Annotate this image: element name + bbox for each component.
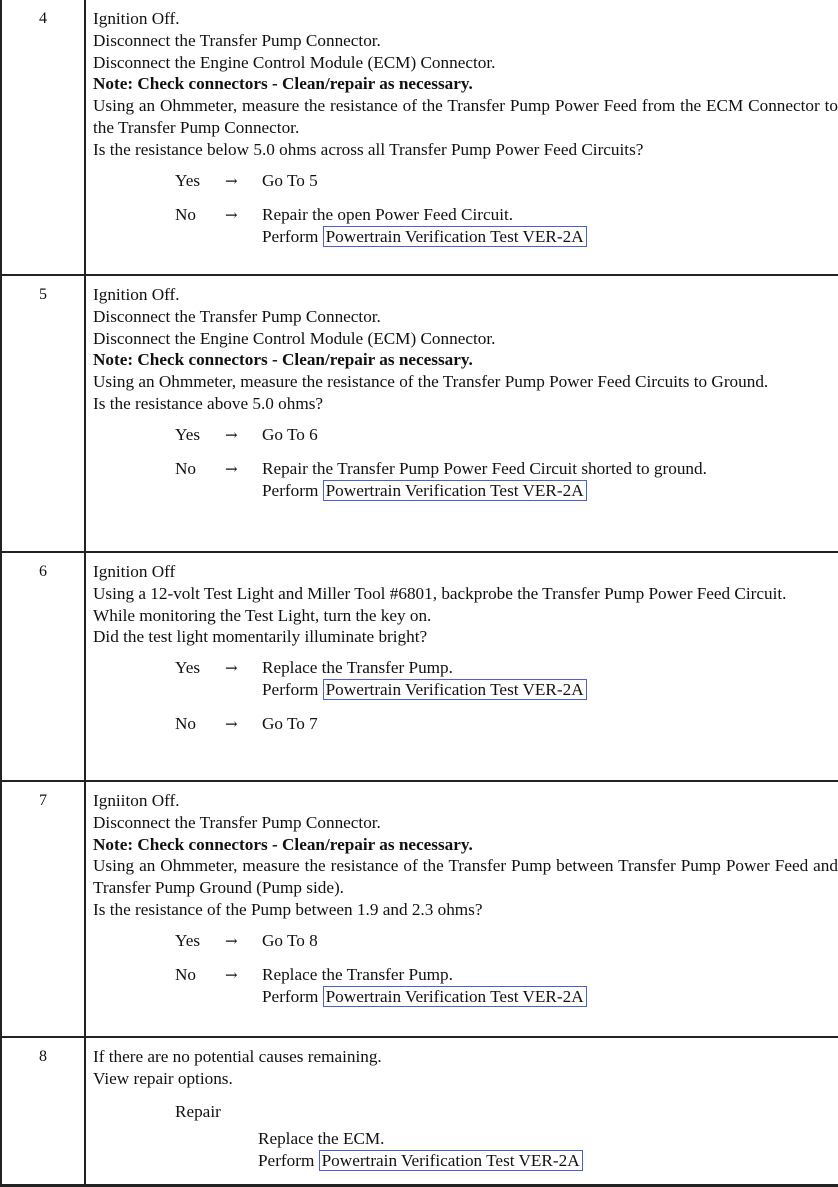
note-text: Note: Check connectors - Clean/repair as necessary. [93, 74, 473, 94]
no-action [262, 204, 587, 248]
verification-test-link[interactable]: Powertrain Verification Test VER-2A [323, 226, 587, 247]
question-text: Is the resistance below 5.0 ohms across all Transfer Pump Power Feed Circuits? [93, 139, 644, 159]
step-number: 5 [39, 286, 47, 303]
perform-line [262, 679, 587, 700]
instruction-line: While monitoring the Test Light, turn the key on. [93, 605, 432, 625]
yes-action-text: Replace the Transfer Pump. [262, 658, 453, 678]
no-action-text: Replace the Transfer Pump. [262, 964, 453, 984]
verification-test-link[interactable]: Powertrain Verification Test VER-2A [323, 480, 587, 501]
no-label: No [175, 458, 197, 478]
note-text: Note: Check connectors - Clean/repair as necessary. [93, 834, 473, 854]
repair-options [93, 1100, 838, 1180]
verification-test-link[interactable]: Powertrain Verification Test VER-2A [323, 679, 587, 700]
step-row-4 [0, 0, 838, 276]
right-arrow-icon: → [225, 659, 238, 678]
question-text: Is the resistance of the Pump between 1.9 and 2.3 ohms? [93, 899, 483, 919]
question-text: Is the resistance above 5.0 ohms? [93, 393, 324, 413]
perform-line [262, 226, 587, 247]
no-action: Go To 7 [262, 714, 318, 734]
repair-action-text: Replace the ECM. [258, 1128, 385, 1148]
instruction-line: Ignition Off. [93, 9, 180, 28]
note-text: Note: Check connectors - Clean/repair as necessary. [93, 350, 473, 370]
step-row-6 [0, 553, 838, 782]
step-number-cell [0, 782, 86, 1036]
step-number-cell [0, 276, 86, 551]
instruction-line: Ignition Off. [93, 285, 180, 304]
perform-line [262, 480, 587, 501]
step-number-cell [0, 0, 86, 274]
answers [93, 423, 838, 503]
step-row-8 [0, 1038, 838, 1187]
answer-yes [93, 169, 838, 193]
step-number-cell [0, 1038, 86, 1184]
instruction-body: Using an Ohmmeter, measure the resistance of the Transfer Pump between Transfer Pump Power Feed and Transfer Pump Ground (Pump side). [93, 856, 838, 898]
yes-label: Yes [175, 170, 201, 190]
yes-action: Go To 6 [262, 424, 318, 444]
right-arrow-icon: → [225, 715, 238, 734]
instruction-line: View repair options. [93, 1068, 233, 1088]
repair-label: Repair [175, 1101, 221, 1121]
verification-test-link[interactable]: Powertrain Verification Test VER-2A [319, 1150, 583, 1171]
right-arrow-icon: → [225, 459, 238, 478]
answers [93, 169, 838, 249]
no-action-text: Repair the open Power Feed Circuit. [262, 204, 514, 224]
answers [93, 929, 838, 1009]
right-arrow-icon: → [225, 931, 238, 950]
yes-label: Yes [175, 424, 201, 444]
right-arrow-icon: → [225, 425, 238, 444]
step-number: 7 [39, 792, 47, 809]
answer-yes [93, 929, 838, 953]
answers [93, 656, 838, 736]
perform-label: Perform [262, 226, 319, 246]
right-arrow-icon: → [225, 965, 238, 984]
instruction-line: Igniiton Off. [93, 791, 180, 810]
answer-no [93, 712, 838, 736]
instruction-line: Ignition Off [93, 562, 176, 581]
question-text: Did the test light momentarily illuminate bright? [93, 627, 428, 647]
step-row-7 [0, 782, 838, 1038]
right-arrow-icon: → [225, 171, 238, 190]
right-arrow-icon: → [225, 205, 238, 224]
perform-line [258, 1150, 583, 1171]
perform-label: Perform [258, 1150, 315, 1170]
step-content [93, 8, 838, 249]
answer-no [93, 457, 838, 503]
answer-no [93, 963, 838, 1009]
answer-yes [93, 423, 838, 447]
no-action [262, 964, 587, 1008]
step-number: 4 [39, 10, 47, 27]
verification-test-link[interactable]: Powertrain Verification Test VER-2A [323, 986, 587, 1007]
instruction-body: Using a 12-volt Test Light and Miller Tool #6801, backprobe the Transfer Pump Power Feed Circuit. [93, 583, 787, 603]
perform-label: Perform [262, 986, 319, 1006]
perform-line [262, 986, 587, 1007]
step-content [93, 284, 838, 503]
step-content [93, 790, 838, 1009]
no-action [262, 458, 707, 502]
instruction-line: Disconnect the Transfer Pump Connector. [93, 306, 381, 326]
step-row-5 [0, 276, 838, 553]
yes-label: Yes [175, 930, 201, 950]
yes-action: Go To 8 [262, 930, 318, 950]
no-label: No [175, 714, 197, 734]
no-action-text: Repair the Transfer Pump Power Feed Circuit shorted to ground. [262, 458, 707, 478]
instruction-line: Disconnect the Engine Control Module (ECM) Connector. [93, 52, 496, 72]
step-number-cell [0, 553, 86, 780]
yes-action: Go To 5 [262, 170, 318, 190]
repair-action [258, 1128, 583, 1172]
instruction-body: Using an Ohmmeter, measure the resistance of the Transfer Pump Power Feed from the ECM Connector to the Transfer Pump Connector. [93, 96, 838, 137]
instruction-line: Disconnect the Transfer Pump Connector. [93, 30, 381, 50]
answer-no [93, 203, 838, 249]
no-label: No [175, 204, 197, 224]
step-number: 6 [39, 563, 47, 580]
step-content [93, 1046, 838, 1180]
instruction-body: Using an Ohmmeter, measure the resistance of the Transfer Pump Power Feed Circuits to Ground. [93, 372, 769, 392]
yes-action [262, 657, 587, 701]
no-label: No [175, 964, 197, 984]
step-content [93, 561, 838, 736]
yes-label: Yes [175, 658, 201, 678]
instruction-line: If there are no potential causes remaining. [93, 1047, 382, 1066]
instruction-line: Disconnect the Transfer Pump Connector. [93, 812, 381, 832]
perform-label: Perform [262, 480, 319, 500]
instruction-line: Disconnect the Engine Control Module (ECM) Connector. [93, 328, 496, 348]
answer-yes [93, 656, 838, 702]
step-number: 8 [39, 1048, 47, 1065]
perform-label: Perform [262, 680, 319, 700]
